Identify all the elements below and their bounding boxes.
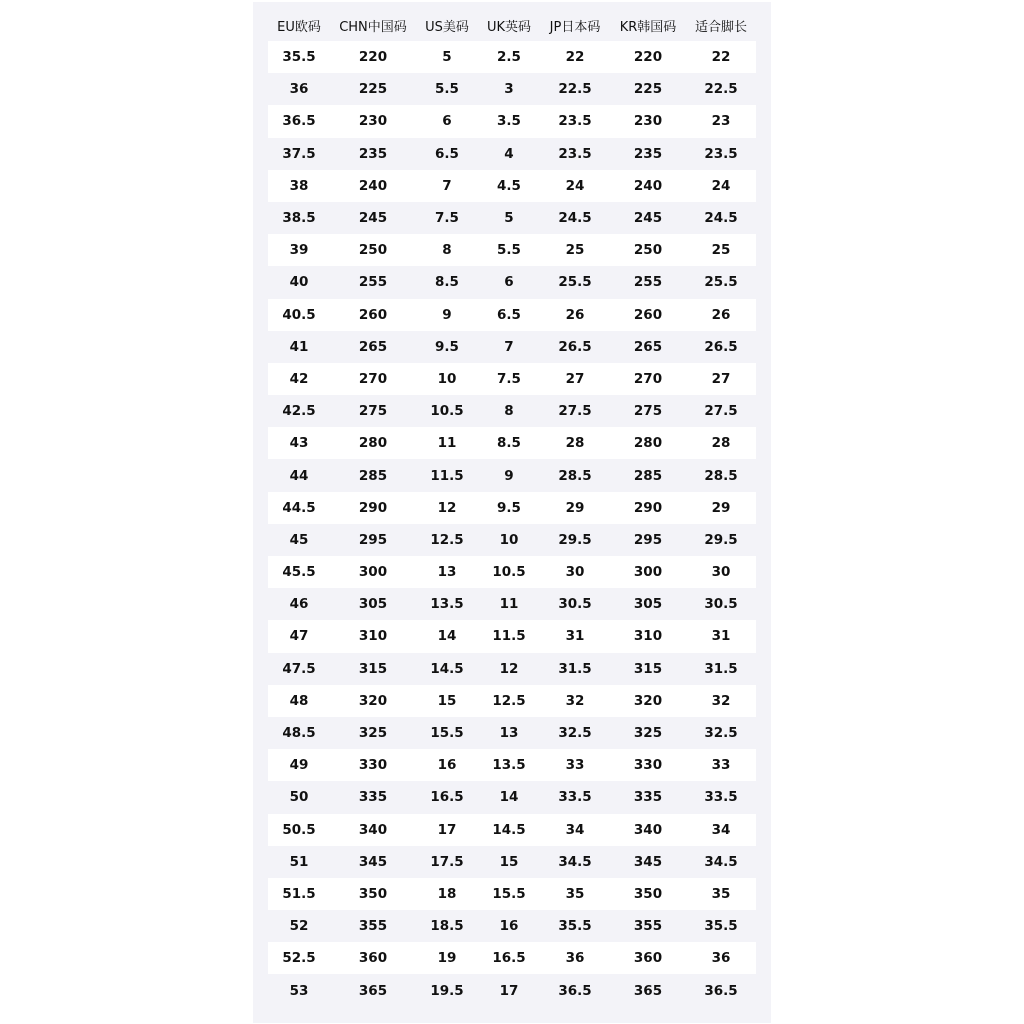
cell-eu: 39: [268, 234, 330, 266]
cell-eu: 49: [268, 749, 330, 781]
cell-kr: 345: [633, 853, 663, 870]
cell-jp: 31: [540, 620, 610, 652]
cell-jp: 35: [540, 878, 610, 910]
cell-chn: 290: [330, 492, 416, 524]
cell-uk: 14: [499, 789, 519, 806]
cell-jp: 30.5: [558, 596, 592, 613]
cell-chn: 260: [330, 299, 416, 331]
cell-chn: 355: [358, 918, 388, 935]
cell-eu: 45.5: [268, 556, 330, 588]
cell-chn: 230: [330, 105, 416, 137]
cell-eu: 38.5: [282, 210, 316, 227]
cell-foot-length: 22.5: [704, 81, 738, 98]
cell-us: 14: [416, 620, 478, 652]
cell-us: 19.5: [430, 982, 464, 999]
cell-jp: 36.5: [558, 982, 592, 999]
cell-jp: 22: [540, 41, 610, 73]
cell-kr: 330: [610, 749, 686, 781]
cell-uk: 13: [499, 725, 519, 742]
cell-foot-length: 27: [686, 363, 756, 395]
cell-foot-length: 31.5: [704, 660, 738, 677]
cell-uk: 10: [499, 531, 519, 548]
header-kr: KR韩国码: [619, 20, 677, 35]
cell-jp: 31.5: [558, 660, 592, 677]
cell-kr: 265: [633, 338, 663, 355]
cell-foot-length: 26: [686, 299, 756, 331]
cell-chn: 285: [358, 467, 388, 484]
cell-us: 7.5: [435, 210, 459, 227]
cell-chn: 335: [358, 789, 388, 806]
cell-foot-length: 29: [686, 492, 756, 524]
cell-chn: 275: [358, 403, 388, 420]
cell-foot-length: 32: [686, 685, 756, 717]
cell-us: 15: [416, 685, 478, 717]
table-row: [268, 138, 756, 170]
cell-us: 19: [416, 942, 478, 974]
cell-us: 18.5: [430, 918, 464, 935]
cell-chn: 360: [330, 942, 416, 974]
cell-foot-length: 26.5: [704, 338, 738, 355]
cell-jp: 36: [540, 942, 610, 974]
cell-foot-length: 24: [686, 170, 756, 202]
cell-foot-length: 24.5: [704, 210, 738, 227]
cell-uk: 5.5: [478, 234, 540, 266]
cell-kr: 315: [633, 660, 663, 677]
cell-us: 11.5: [430, 467, 464, 484]
cell-eu: 47.5: [282, 660, 316, 677]
cell-kr: 320: [610, 685, 686, 717]
cell-chn: 270: [330, 363, 416, 395]
table-row: [268, 556, 756, 588]
cell-kr: 260: [610, 299, 686, 331]
cell-eu: 43: [268, 427, 330, 459]
table-row: [268, 492, 756, 524]
cell-uk: 8.5: [478, 427, 540, 459]
cell-uk: 7: [504, 338, 514, 355]
header-row: [268, 10, 756, 41]
cell-us: 5: [416, 41, 478, 73]
cell-chn: 235: [358, 145, 388, 162]
cell-foot-length: 35.5: [704, 918, 738, 935]
table-row: [268, 749, 756, 781]
cell-uk: 11.5: [478, 620, 540, 652]
cell-us: 8: [416, 234, 478, 266]
cell-us: 6: [416, 105, 478, 137]
cell-uk: 17: [499, 982, 519, 999]
cell-us: 12: [416, 492, 478, 524]
cell-jp: 32.5: [558, 725, 592, 742]
cell-jp: 30: [540, 556, 610, 588]
cell-kr: 245: [633, 210, 663, 227]
cell-uk: 12: [499, 660, 519, 677]
table-row: [268, 299, 756, 331]
table-row: [268, 105, 756, 137]
cell-jp: 32: [540, 685, 610, 717]
cell-us: 16: [416, 749, 478, 781]
cell-foot-length: 30.5: [704, 596, 738, 613]
cell-kr: 355: [633, 918, 663, 935]
table-row: [268, 910, 756, 942]
cell-us: 17.5: [430, 853, 464, 870]
cell-chn: 255: [358, 274, 388, 291]
cell-kr: 240: [610, 170, 686, 202]
cell-kr: 250: [610, 234, 686, 266]
cell-eu: 51: [289, 853, 309, 870]
cell-uk: 16: [499, 918, 519, 935]
cell-kr: 235: [633, 145, 663, 162]
cell-jp: 28.5: [558, 467, 592, 484]
cell-chn: 345: [358, 853, 388, 870]
cell-us: 8.5: [435, 274, 459, 291]
cell-uk: 3: [504, 81, 514, 98]
cell-chn: 350: [330, 878, 416, 910]
table-row: [268, 41, 756, 73]
cell-chn: 265: [358, 338, 388, 355]
size-chart-table: [268, 10, 756, 1007]
cell-foot-length: 32.5: [704, 725, 738, 742]
cell-kr: 365: [633, 982, 663, 999]
cell-foot-length: 28: [686, 427, 756, 459]
cell-kr: 255: [633, 274, 663, 291]
cell-kr: 360: [610, 942, 686, 974]
table-row: [268, 395, 756, 427]
table-row: [268, 942, 756, 974]
cell-eu: 47: [268, 620, 330, 652]
cell-uk: 13.5: [478, 749, 540, 781]
cell-kr: 300: [610, 556, 686, 588]
table-row: [268, 588, 756, 620]
table-row: [268, 524, 756, 556]
cell-foot-length: 30: [686, 556, 756, 588]
cell-us: 18: [416, 878, 478, 910]
cell-kr: 270: [610, 363, 686, 395]
cell-kr: 275: [633, 403, 663, 420]
cell-foot-length: 34: [686, 814, 756, 846]
cell-uk: 15: [499, 853, 519, 870]
cell-jp: 28: [540, 427, 610, 459]
header-jp: JP日本码: [549, 20, 601, 35]
cell-us: 13: [416, 556, 478, 588]
size-chart-header: [268, 10, 756, 41]
cell-jp: 33.5: [558, 789, 592, 806]
cell-jp: 26: [540, 299, 610, 331]
cell-us: 13.5: [430, 596, 464, 613]
cell-eu: 46: [289, 596, 309, 613]
cell-uk: 14.5: [478, 814, 540, 846]
cell-eu: 38: [268, 170, 330, 202]
cell-foot-length: 33.5: [704, 789, 738, 806]
cell-jp: 24: [540, 170, 610, 202]
cell-jp: 33: [540, 749, 610, 781]
cell-jp: 23.5: [558, 145, 592, 162]
cell-kr: 290: [610, 492, 686, 524]
header-uk: UK英码: [486, 20, 532, 35]
cell-chn: 250: [330, 234, 416, 266]
cell-uk: 10.5: [478, 556, 540, 588]
table-row: [268, 974, 756, 1006]
cell-eu: 50.5: [268, 814, 330, 846]
cell-eu: 45: [289, 531, 309, 548]
table-row: [268, 234, 756, 266]
cell-chn: 315: [358, 660, 388, 677]
cell-foot-length: 23.5: [704, 145, 738, 162]
cell-eu: 50: [289, 789, 309, 806]
table-row: [268, 427, 756, 459]
cell-chn: 365: [358, 982, 388, 999]
cell-jp: 34: [540, 814, 610, 846]
header-chn: CHN中国码: [339, 20, 407, 35]
cell-kr: 230: [610, 105, 686, 137]
cell-jp: 34.5: [558, 853, 592, 870]
cell-us: 7: [416, 170, 478, 202]
header-foot-length: 适合脚长: [694, 20, 747, 35]
cell-kr: 305: [633, 596, 663, 613]
cell-uk: 15.5: [478, 878, 540, 910]
cell-chn: 245: [358, 210, 388, 227]
table-row: [268, 781, 756, 813]
cell-chn: 305: [358, 596, 388, 613]
cell-jp: 27: [540, 363, 610, 395]
cell-foot-length: 31: [686, 620, 756, 652]
cell-chn: 340: [330, 814, 416, 846]
cell-chn: 310: [330, 620, 416, 652]
cell-eu: 52.5: [268, 942, 330, 974]
cell-eu: 53: [289, 982, 309, 999]
cell-kr: 335: [633, 789, 663, 806]
cell-eu: 48: [268, 685, 330, 717]
cell-uk: 9: [504, 467, 514, 484]
cell-eu: 36.5: [268, 105, 330, 137]
cell-foot-length: 36.5: [704, 982, 738, 999]
cell-jp: 25: [540, 234, 610, 266]
cell-uk: 16.5: [478, 942, 540, 974]
cell-foot-length: 29.5: [704, 531, 738, 548]
cell-kr: 340: [610, 814, 686, 846]
cell-chn: 300: [330, 556, 416, 588]
cell-us: 17: [416, 814, 478, 846]
cell-jp: 27.5: [558, 403, 592, 420]
cell-kr: 280: [610, 427, 686, 459]
cell-eu: 36: [289, 81, 309, 98]
size-chart-body: [268, 41, 756, 1007]
cell-foot-length: 33: [686, 749, 756, 781]
cell-uk: 9.5: [478, 492, 540, 524]
cell-jp: 23.5: [540, 105, 610, 137]
cell-kr: 295: [633, 531, 663, 548]
cell-us: 16.5: [430, 789, 464, 806]
cell-eu: 41: [289, 338, 309, 355]
table-row: [268, 459, 756, 491]
cell-us: 5.5: [435, 81, 459, 98]
cell-chn: 280: [330, 427, 416, 459]
cell-us: 11: [416, 427, 478, 459]
cell-kr: 220: [610, 41, 686, 73]
cell-chn: 240: [330, 170, 416, 202]
cell-kr: 310: [610, 620, 686, 652]
cell-uk: 2.5: [478, 41, 540, 73]
cell-uk: 7.5: [478, 363, 540, 395]
table-row: [268, 653, 756, 685]
cell-eu: 40: [289, 274, 309, 291]
table-row: [268, 846, 756, 878]
cell-foot-length: 22: [686, 41, 756, 73]
cell-chn: 295: [358, 531, 388, 548]
cell-jp: 22.5: [558, 81, 592, 98]
cell-eu: 51.5: [268, 878, 330, 910]
cell-us: 9.5: [435, 338, 459, 355]
cell-us: 10: [416, 363, 478, 395]
cell-uk: 5: [504, 210, 514, 227]
cell-eu: 44: [289, 467, 309, 484]
cell-eu: 37.5: [282, 145, 316, 162]
cell-us: 10.5: [430, 403, 464, 420]
table-row: [268, 363, 756, 395]
cell-eu: 40.5: [268, 299, 330, 331]
cell-uk: 11: [499, 596, 519, 613]
cell-uk: 4: [504, 145, 514, 162]
cell-uk: 4.5: [478, 170, 540, 202]
cell-foot-length: 23: [686, 105, 756, 137]
cell-foot-length: 28.5: [704, 467, 738, 484]
cell-jp: 29: [540, 492, 610, 524]
table-row: [268, 620, 756, 652]
cell-jp: 26.5: [558, 338, 592, 355]
cell-eu: 44.5: [268, 492, 330, 524]
cell-eu: 52: [289, 918, 309, 935]
cell-eu: 48.5: [282, 725, 316, 742]
cell-foot-length: 25.5: [704, 274, 738, 291]
cell-jp: 25.5: [558, 274, 592, 291]
size-chart-panel: [253, 2, 771, 1023]
cell-jp: 35.5: [558, 918, 592, 935]
table-row: [268, 685, 756, 717]
cell-chn: 330: [330, 749, 416, 781]
header-eu: EU欧码: [277, 20, 321, 35]
cell-jp: 24.5: [558, 210, 592, 227]
cell-chn: 325: [358, 725, 388, 742]
cell-chn: 225: [358, 81, 388, 98]
cell-us: 14.5: [430, 660, 464, 677]
cell-jp: 29.5: [558, 531, 592, 548]
table-row: [268, 73, 756, 105]
header-us: US美码: [425, 20, 469, 35]
table-row: [268, 202, 756, 234]
cell-us: 15.5: [430, 725, 464, 742]
table-row: [268, 170, 756, 202]
cell-chn: 320: [330, 685, 416, 717]
cell-uk: 12.5: [478, 685, 540, 717]
cell-foot-length: 35: [686, 878, 756, 910]
cell-uk: 6.5: [478, 299, 540, 331]
cell-uk: 3.5: [478, 105, 540, 137]
cell-foot-length: 25: [686, 234, 756, 266]
cell-us: 9: [416, 299, 478, 331]
cell-foot-length: 36: [686, 942, 756, 974]
cell-kr: 350: [610, 878, 686, 910]
cell-kr: 225: [633, 81, 663, 98]
cell-eu: 42.5: [282, 403, 316, 420]
table-row: [268, 717, 756, 749]
cell-us: 6.5: [435, 145, 459, 162]
cell-kr: 285: [633, 467, 663, 484]
cell-uk: 6: [504, 274, 514, 291]
cell-eu: 42: [268, 363, 330, 395]
table-row: [268, 814, 756, 846]
cell-uk: 8: [504, 403, 514, 420]
cell-foot-length: 34.5: [704, 853, 738, 870]
table-row: [268, 331, 756, 363]
table-row: [268, 878, 756, 910]
cell-kr: 325: [633, 725, 663, 742]
cell-eu: 35.5: [268, 41, 330, 73]
cell-chn: 220: [330, 41, 416, 73]
cell-us: 12.5: [430, 531, 464, 548]
cell-foot-length: 27.5: [704, 403, 738, 420]
table-row: [268, 266, 756, 298]
